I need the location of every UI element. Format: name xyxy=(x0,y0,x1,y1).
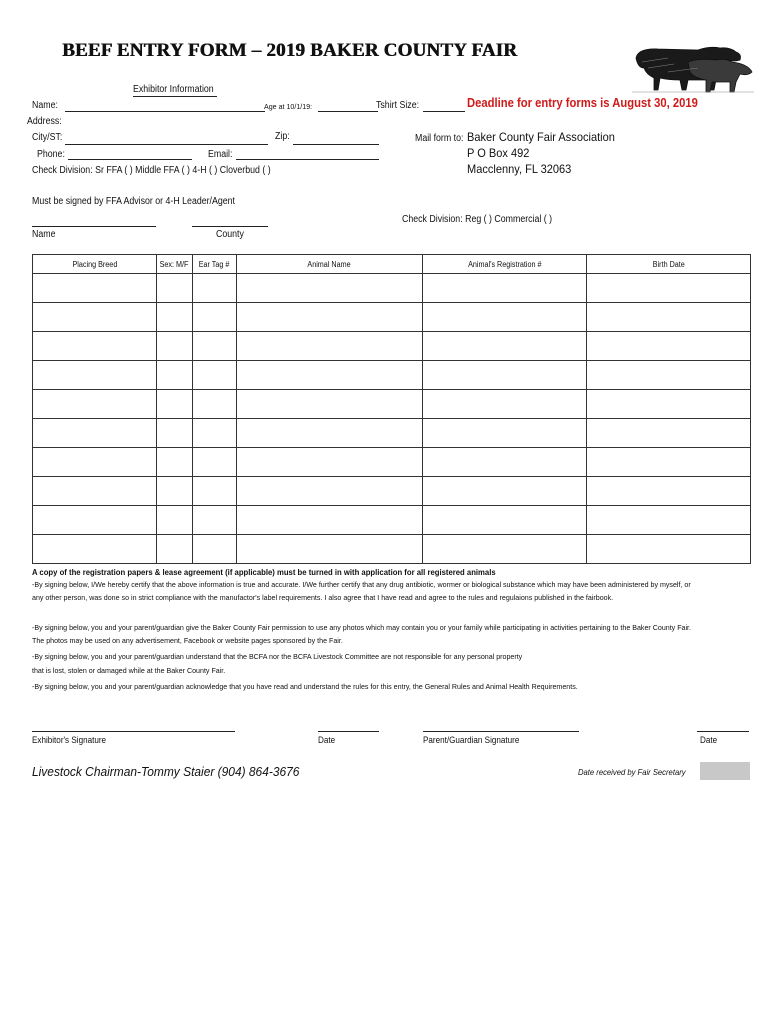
cell-registration[interactable] xyxy=(423,390,587,419)
cell-ear-tag[interactable] xyxy=(193,448,237,477)
col-header-animal-name: Animal Name xyxy=(237,255,423,274)
cell-breed[interactable] xyxy=(33,448,157,477)
cell-birth-date[interactable] xyxy=(587,477,751,506)
advisor-name-label: Name xyxy=(32,229,56,240)
date1-line[interactable] xyxy=(318,731,379,732)
cell-breed[interactable] xyxy=(33,477,157,506)
phone-field[interactable] xyxy=(68,159,192,160)
table-row xyxy=(33,506,751,535)
parent-signature-label: Parent/Guardian Signature xyxy=(423,735,520,745)
cell-sex[interactable] xyxy=(157,390,193,419)
exhibitor-signature-line[interactable] xyxy=(32,731,235,732)
entry-table xyxy=(32,254,751,564)
cell-registration[interactable] xyxy=(423,361,587,390)
cell-birth-date[interactable] xyxy=(587,419,751,448)
name-label: Name: xyxy=(32,100,58,111)
cell-birth-date[interactable] xyxy=(587,332,751,361)
date2-label: Date xyxy=(700,735,718,745)
cell-registration[interactable] xyxy=(423,303,587,332)
cell-breed[interactable] xyxy=(33,419,157,448)
cell-ear-tag[interactable] xyxy=(193,274,237,303)
mail-label: Mail form to: xyxy=(415,133,464,144)
cell-breed[interactable] xyxy=(33,535,157,564)
table-row xyxy=(33,274,751,303)
cell-animal-name[interactable] xyxy=(237,274,423,303)
cell-animal-name[interactable] xyxy=(237,535,423,564)
certify-statement-line2: any other person, was done so in strict compliance with the manufactor's label requirements. I also agree that I have read and agree to the rules and regulaions published in the fairbook. xyxy=(32,593,614,602)
cell-animal-name[interactable] xyxy=(237,390,423,419)
col-header-ear-tag: Ear Tag # xyxy=(193,255,237,274)
section-underline xyxy=(133,96,217,97)
date1-label: Date xyxy=(318,735,336,745)
cell-breed[interactable] xyxy=(33,303,157,332)
liability-line1: -By signing below, you and your parent/guardian understand that the BCFA nor the BCFA Livestock Committee are not responsible for any personal property xyxy=(32,652,523,661)
name-field[interactable] xyxy=(65,111,265,112)
table-row xyxy=(33,390,751,419)
cell-sex[interactable] xyxy=(157,535,193,564)
cell-registration[interactable] xyxy=(423,419,587,448)
section-title-exhibitor: Exhibitor Information xyxy=(133,84,214,95)
cell-breed[interactable] xyxy=(33,361,157,390)
photo-consent-line1: -By signing below, you and your parent/guardian give the Baker County Fair permission to use any photos which may contain you or your family while participating in activities pertaining to the Baker County Fair. xyxy=(32,623,692,632)
liability-line2: that is lost, stolen or damaged while at the Baker County Fair. xyxy=(32,666,226,675)
cell-sex[interactable] xyxy=(157,332,193,361)
col-header-birth-date: Birth Date xyxy=(587,255,751,274)
advisor-instruction: Must be signed by FFA Advisor or 4-H Leader/Agent xyxy=(32,196,236,207)
advisor-name-field[interactable] xyxy=(32,226,156,227)
age-field[interactable] xyxy=(318,111,378,112)
deadline-notice: Deadline for entry forms is August 30, 2019 xyxy=(467,96,698,110)
cell-registration[interactable] xyxy=(423,332,587,361)
mail-address-line1: Baker County Fair Association xyxy=(467,130,615,144)
check-division-type[interactable]: Check Division: Reg ( ) Commercial ( ) xyxy=(402,214,553,225)
cell-ear-tag[interactable] xyxy=(193,361,237,390)
cell-registration[interactable] xyxy=(423,506,587,535)
city-field[interactable] xyxy=(65,144,268,145)
cell-breed[interactable] xyxy=(33,506,157,535)
exhibitor-signature-label: Exhibitor's Signature xyxy=(32,735,107,745)
cell-animal-name[interactable] xyxy=(237,419,423,448)
cell-animal-name[interactable] xyxy=(237,332,423,361)
parent-signature-line[interactable] xyxy=(423,731,579,732)
livestock-chairman-contact: Livestock Chairman-Tommy Staier (904) 864-3676 xyxy=(32,764,300,779)
col-header-registration: Animal's Registration # xyxy=(423,255,587,274)
table-header-row xyxy=(33,255,751,274)
table-row xyxy=(33,448,751,477)
cell-birth-date[interactable] xyxy=(587,506,751,535)
cell-sex[interactable] xyxy=(157,506,193,535)
cell-registration[interactable] xyxy=(423,477,587,506)
cell-breed[interactable] xyxy=(33,332,157,361)
cell-birth-date[interactable] xyxy=(587,535,751,564)
age-label: Age at 10/1/19: xyxy=(264,102,313,111)
cell-ear-tag[interactable] xyxy=(193,390,237,419)
table-row xyxy=(33,361,751,390)
table-row xyxy=(33,332,751,361)
cell-registration[interactable] xyxy=(423,448,587,477)
cell-ear-tag[interactable] xyxy=(193,332,237,361)
cell-animal-name[interactable] xyxy=(237,361,423,390)
cell-birth-date[interactable] xyxy=(587,303,751,332)
phone-label: Phone: xyxy=(37,149,65,160)
form-title: BEEF ENTRY FORM – 2019 BAKER COUNTY FAIR xyxy=(62,40,518,61)
cell-animal-name[interactable] xyxy=(237,477,423,506)
cell-breed[interactable] xyxy=(33,390,157,419)
cell-registration[interactable] xyxy=(423,274,587,303)
cell-ear-tag[interactable] xyxy=(193,303,237,332)
cell-ear-tag[interactable] xyxy=(193,535,237,564)
date-received-field[interactable] xyxy=(700,762,750,780)
cell-birth-date[interactable] xyxy=(587,448,751,477)
date-received-label: Date received by Fair Secretary xyxy=(578,767,686,777)
registration-note: A copy of the registration papers & lease agreement (if applicable) must be turned in with application for all registered animals xyxy=(32,567,496,577)
cell-sex[interactable] xyxy=(157,477,193,506)
cell-birth-date[interactable] xyxy=(587,361,751,390)
cell-animal-name[interactable] xyxy=(237,303,423,332)
advisor-county-field[interactable] xyxy=(192,226,268,227)
cell-sex[interactable] xyxy=(157,361,193,390)
cell-birth-date[interactable] xyxy=(587,390,751,419)
cell-ear-tag[interactable] xyxy=(193,419,237,448)
email-label: Email: xyxy=(208,149,233,160)
col-header-sex: Sex: M/F xyxy=(157,255,193,274)
tshirt-label: Tshirt Size: xyxy=(376,100,420,111)
zip-label: Zip: xyxy=(275,131,290,142)
cattle-illustration xyxy=(628,38,758,94)
tshirt-field[interactable] xyxy=(423,111,465,112)
cell-sex[interactable] xyxy=(157,419,193,448)
rules-acknowledgement: -By signing below, you and your parent/guardian acknowledge that you have read and understand the rules for this entry, the General Rules and Animal Health Requirements. xyxy=(32,682,578,691)
cell-animal-name[interactable] xyxy=(237,448,423,477)
city-label: City/ST: xyxy=(32,132,63,143)
table-row xyxy=(33,535,751,564)
cell-animal-name[interactable] xyxy=(237,506,423,535)
date2-line[interactable] xyxy=(697,731,749,732)
cell-sex[interactable] xyxy=(157,274,193,303)
certify-statement-line1: -By signing below, I/We hereby certify that the above information is true and accurate. I/We further certify that any drug antibiotic, wormer or biological substance which may have been administered by myself, or xyxy=(32,580,691,589)
photo-consent-line2: The photos may be used on any advertisement, Facebook or website pages sponsored by the Fair. xyxy=(32,636,343,645)
cell-birth-date[interactable] xyxy=(587,274,751,303)
cell-sex[interactable] xyxy=(157,303,193,332)
table-row xyxy=(33,419,751,448)
advisor-county-label: County xyxy=(216,229,244,240)
col-header-breed: Placing Breed xyxy=(33,255,157,274)
cell-ear-tag[interactable] xyxy=(193,506,237,535)
address-label: Address: xyxy=(27,116,62,127)
table-row xyxy=(33,477,751,506)
cell-sex[interactable] xyxy=(157,448,193,477)
cell-ear-tag[interactable] xyxy=(193,477,237,506)
table-row xyxy=(33,303,751,332)
mail-address-line2: P O Box 492 xyxy=(467,146,530,160)
cell-breed[interactable] xyxy=(33,274,157,303)
cell-registration[interactable] xyxy=(423,535,587,564)
mail-address-line3: Macclenny, FL 32063 xyxy=(467,162,572,176)
email-field[interactable] xyxy=(236,159,379,160)
division-checkboxes[interactable]: Check Division: Sr FFA ( ) Middle FFA ( ) 4-H ( ) Cloverbud ( ) xyxy=(32,165,271,176)
zip-field[interactable] xyxy=(293,144,379,145)
